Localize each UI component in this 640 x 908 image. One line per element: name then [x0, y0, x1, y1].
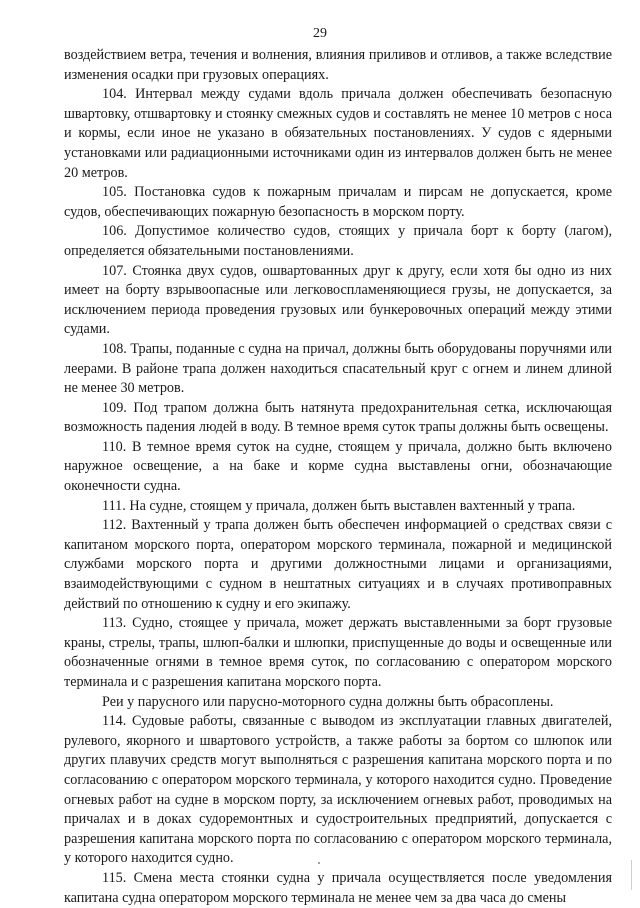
paragraph-115: 115. Смена места стоянки судна у причала осуществляется после уведомления капитана судна оператором морского терминала не менее чем за два часа до смены: [64, 869, 612, 906]
paragraph-107: 107. Стоянка двух судов, ошвартованных друг к другу, если хотя бы одно из них имеет на борту взрывоопасные или легковоспламеняющиеся грузы, не допускается, за исключением периода проведения грузовых или бункеровочных операций между этими судами.: [64, 262, 612, 338]
paragraph-113: 113. Судно, стоящее у причала, может держать выставленными за борт грузовые краны, стрелы, трапы, шлюп-балки и шлюпки, приспущенные до воды и освещенные или обозначенные огнями в темное время суток, по согласованию с оператором морского терминала и с разрешения капитана морского порта.: [64, 615, 612, 690]
paragraph-110: 110. В темное время суток на судне, стоящем у причала, должно быть включено наружное освещение, а на баке и корме судна выставлены огни, обозначающие оконечности судна.: [64, 438, 612, 495]
paragraph-continuation: воздействием ветра, течения и волнения, влияния приливов и отливов, а также вследствие изменения осадки при грузовых операциях.: [64, 47, 612, 83]
scan-edge-mark: [631, 860, 632, 890]
document-body: [64, 46, 612, 908]
paragraph-111: 111. На судне, стоящем у причала, должен быть выставлен вахтенный у трапа.: [102, 497, 576, 514]
paragraph-106: 106. Допустимое количество судов, стоящих у причала борт к борту (лагом), определяется обязательными постановлениями.: [64, 223, 612, 259]
paragraph-sails: Реи у парусного или парусно-моторного судна должны быть обрасоплены.: [102, 693, 554, 710]
page-number: 29: [313, 26, 327, 41]
scan-artifact: [318, 862, 320, 864]
paragraph-104: 104. Интервал между судами вдоль причала должен обеспечивать безопасную швартовку, отшвартовку и стоянку смежных судов и составлять не менее 10 метров с носа и кормы, если иное не указано в обязательных постановлениях. У судов с ядерными установками или радиационными источниками один из интервалов должен быть не менее 20 метров.: [64, 86, 612, 181]
paragraph-108: 108. Трапы, поданные с судна на причал, должны быть оборудованы поручнями или леерами. В районе трапа должен находиться спасательный круг с огнем и линем длиной не менее 30 метров.: [64, 340, 612, 397]
paragraph-112: 112. Вахтенный у трапа должен быть обеспечен информацией о средствах связи с капитаном морского порта, оператором морского терминала, пожарной и медицинской службами морского порта и другими должностными лицами и организациями, взаимодействующими с судном в нештатных ситуациях и в случаях противоправных действий по отношению к судну и его экипажу.: [64, 517, 612, 612]
paragraph-109: 109. Под трапом должна быть натянута предохранительная сетка, исключающая возможность падения людей в воду. В темное время суток трапы должны быть освещены.: [64, 399, 612, 436]
paragraph-114: 114. Судовые работы, связанные с выводом из эксплуатации главных двигателей, рулевого, якорного и швартового устройств, а также работы за бортом со шлюпок или других плавучих средств могут выполняться с разрешения капитана морского порта и по согласованию с оператором морского терминала, у которого находится судно. Проведение огневых работ на судне в морском порту, за исключением огневых работ, проводимых на причалах и в доках судоремонтных и судостроительных предприятий, допускается с разрешения капитана морского порта по согласованию с оператором морского терминала, у которого находится судно.: [64, 713, 612, 867]
paragraph-105: 105. Постановка судов к пожарным причалам и пирсам не допускается, кроме судов, обеспечивающих пожарную безопасность в морском порту.: [64, 184, 612, 220]
